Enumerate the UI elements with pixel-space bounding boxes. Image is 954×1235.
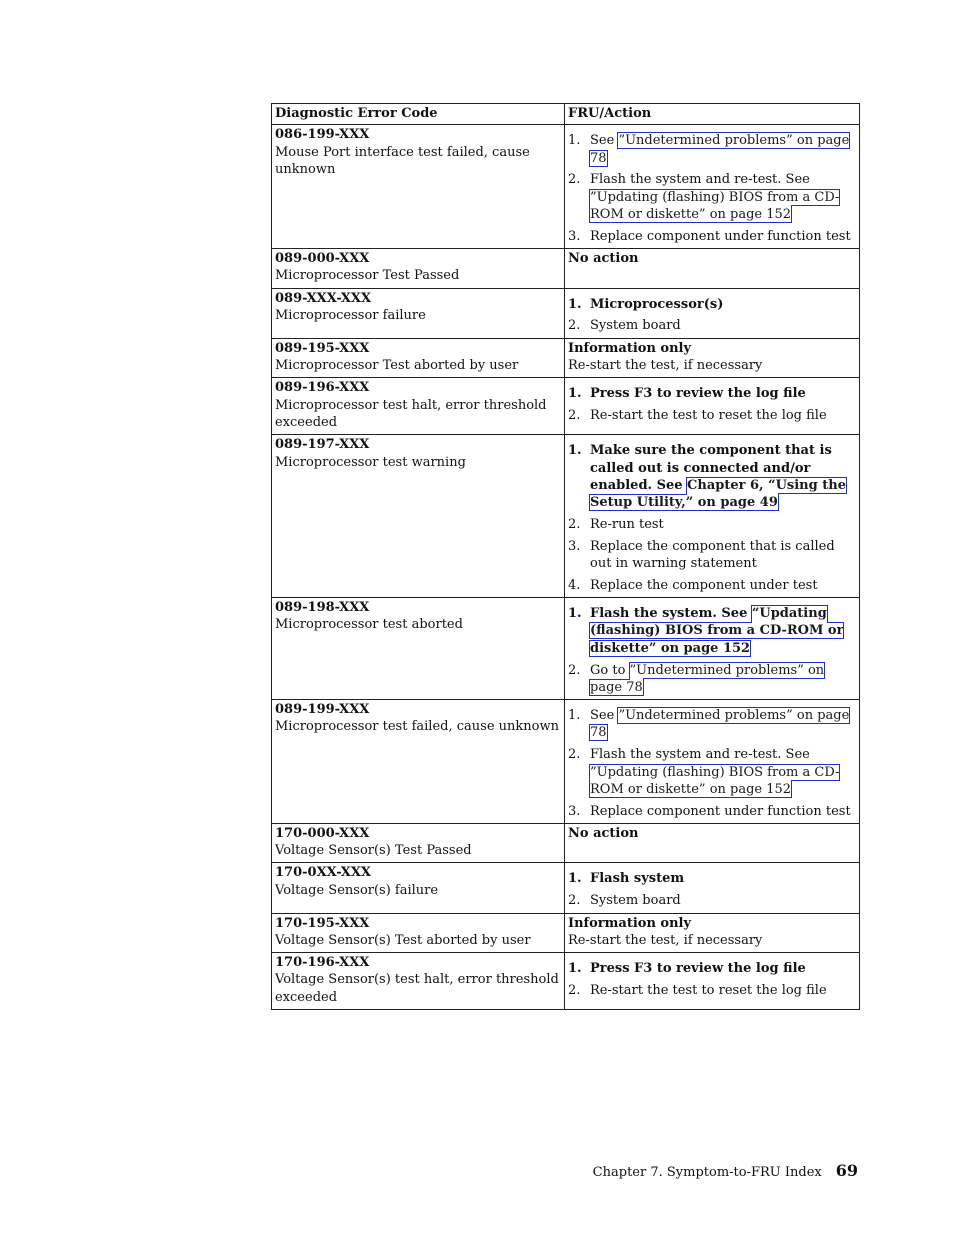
error-description: Microprocessor Test aborted by user <box>275 358 519 374</box>
action-title: No action <box>568 825 639 841</box>
footer-chapter-title: Chapter 7. Symptom-to-FRU Index <box>592 1165 822 1180</box>
error-code-cell <box>272 288 565 338</box>
step-text: Re-run test <box>590 516 664 532</box>
error-description: Microprocessor test aborted <box>275 617 463 633</box>
action-step <box>568 296 856 313</box>
action-step <box>568 171 856 223</box>
step-number: 2. <box>568 893 581 909</box>
fru-action-cell <box>565 913 860 953</box>
table-row <box>272 700 860 824</box>
fru-action-cell <box>565 338 860 378</box>
error-description: Voltage Sensor(s) Test Passed <box>275 843 472 859</box>
fru-action-cell <box>565 863 860 913</box>
action-step <box>568 982 856 999</box>
action-step <box>568 605 856 657</box>
action-steps-list <box>568 385 856 424</box>
step-text: Press F3 to review the log file <box>590 961 806 977</box>
error-code-cell <box>272 435 565 598</box>
step-text: See <box>590 708 619 724</box>
error-code: 089-195-XXX <box>275 340 370 356</box>
table-row <box>272 288 860 338</box>
action-step <box>568 746 856 798</box>
step-number: 1. <box>568 871 582 887</box>
step-number: 2. <box>568 408 581 424</box>
step-text: Replace component under function test <box>590 803 851 819</box>
step-number: 2. <box>568 747 581 763</box>
diagnostic-error-table <box>271 103 860 1010</box>
table-row <box>272 913 860 953</box>
action-step <box>568 407 856 424</box>
error-code: 089-198-XXX <box>275 600 370 616</box>
action-steps-list <box>568 442 856 594</box>
table-row <box>272 598 860 700</box>
cross-reference-link[interactable]: ”Undetermined problems” on page 78 <box>590 708 850 741</box>
error-code: 170-196-XXX <box>275 955 370 971</box>
action-step <box>568 707 856 742</box>
action-step <box>568 132 856 167</box>
table-row <box>272 125 860 249</box>
error-code-cell <box>272 953 565 1010</box>
cross-reference-link[interactable]: Chapter 6, “Using the Setup Utility,” on page 49 <box>590 477 846 511</box>
step-text: Flash the system and re-test. See <box>590 172 810 188</box>
step-number: 2. <box>568 516 581 532</box>
action-text: Re-start the test, if necessary <box>568 358 763 374</box>
error-code-cell <box>272 125 565 249</box>
step-text: Make sure the component that is called out is connected and/or enabled. See <box>590 443 832 493</box>
error-description: Microprocessor failure <box>275 307 426 323</box>
table-row <box>272 378 860 435</box>
step-number: 1. <box>568 606 582 622</box>
fru-action-cell <box>565 249 860 289</box>
action-steps-list <box>568 870 856 909</box>
table-row <box>272 249 860 289</box>
fru-action-cell <box>565 953 860 1010</box>
error-code-cell <box>272 863 565 913</box>
error-code: 089-196-XXX <box>275 380 370 396</box>
fru-action-cell <box>565 435 860 598</box>
action-step <box>568 516 856 533</box>
error-code-cell <box>272 700 565 824</box>
table-row <box>272 823 860 863</box>
error-description: Microprocessor test failed, cause unknown <box>275 719 559 735</box>
action-step <box>568 385 856 402</box>
step-text: See <box>590 133 619 149</box>
action-step <box>568 538 856 573</box>
step-number: 2. <box>568 662 581 678</box>
step-text: Go to <box>590 662 630 678</box>
step-number: 1. <box>568 443 582 459</box>
error-code-cell <box>272 823 565 863</box>
column-header-code: Diagnostic Error Code <box>272 104 565 125</box>
fru-action-cell <box>565 288 860 338</box>
cross-reference-link[interactable]: ”Undetermined problems” on page 78 <box>590 133 850 166</box>
error-code-cell <box>272 913 565 953</box>
step-number: 2. <box>568 982 581 998</box>
step-number: 2. <box>568 318 581 334</box>
error-code-cell <box>272 338 565 378</box>
step-text: Replace the component under test <box>590 577 818 593</box>
error-description: Voltage Sensor(s) test halt, error threshold exceeded <box>275 972 559 1005</box>
step-number: 1. <box>568 386 582 402</box>
action-steps-list <box>568 132 856 245</box>
error-description: Microprocessor Test Passed <box>275 268 460 284</box>
error-code: 170-000-XXX <box>275 825 370 841</box>
action-title: Information only <box>568 915 692 931</box>
action-step <box>568 892 856 909</box>
page-number: 69 <box>835 1161 858 1180</box>
column-header-action: FRU/Action <box>565 104 860 125</box>
step-text: Re-start the test to reset the log file <box>590 982 827 998</box>
step-text: Microprocessor(s) <box>590 296 724 312</box>
error-description: Microprocessor test warning <box>275 454 466 470</box>
error-description: Voltage Sensor(s) Test aborted by user <box>275 932 531 948</box>
action-step <box>568 442 856 511</box>
error-description: Voltage Sensor(s) failure <box>275 882 439 898</box>
step-number: 3. <box>568 538 581 554</box>
fru-action-cell <box>565 125 860 249</box>
error-code: 089-XXX-XXX <box>275 290 372 306</box>
step-number: 3. <box>568 803 581 819</box>
error-code: 086-199-XXX <box>275 127 370 143</box>
step-text: Flash the system. See <box>590 606 752 622</box>
action-step <box>568 870 856 887</box>
error-code: 089-000-XXX <box>275 251 370 267</box>
step-text: Press F3 to review the log file <box>590 386 806 402</box>
action-steps-list <box>568 707 856 820</box>
action-step <box>568 662 856 697</box>
action-step <box>568 577 856 594</box>
error-description: Mouse Port interface test failed, cause unknown <box>275 144 530 177</box>
action-step <box>568 803 856 820</box>
step-text: Flash the system and re-test. See <box>590 747 810 763</box>
step-number: 2. <box>568 172 581 188</box>
error-code-cell <box>272 598 565 700</box>
cross-reference-link[interactable]: ”Undetermined problems” on page 78 <box>590 662 825 695</box>
fru-action-cell <box>565 598 860 700</box>
cross-reference-link[interactable]: ”Updating (flashing) BIOS from a CD-ROM or diskette” on page 152 <box>590 764 840 797</box>
table-body <box>272 125 860 1010</box>
action-steps-list <box>568 605 856 696</box>
error-code-cell <box>272 378 565 435</box>
error-code: 170-195-XXX <box>275 915 370 931</box>
step-number: 1. <box>568 961 582 977</box>
cross-reference-link[interactable]: ”Updating (flashing) BIOS from a CD-ROM or diskette” on page 152 <box>590 189 840 222</box>
step-text: Re-start the test to reset the log file <box>590 408 827 424</box>
table-row <box>272 338 860 378</box>
action-steps-list <box>568 296 856 335</box>
step-text: System board <box>590 893 681 909</box>
table-row <box>272 435 860 598</box>
error-description: Microprocessor test halt, error threshold exceeded <box>275 397 547 430</box>
error-code: 089-197-XXX <box>275 437 370 453</box>
step-number: 1. <box>568 133 581 149</box>
step-text: Replace the component that is called out in warning statement <box>590 538 835 572</box>
error-code: 089-199-XXX <box>275 702 370 718</box>
fru-action-cell <box>565 378 860 435</box>
step-text: Flash system <box>590 871 685 887</box>
step-text: System board <box>590 318 681 334</box>
table-header-row <box>272 104 860 125</box>
table-row <box>272 863 860 913</box>
action-title: No action <box>568 251 639 267</box>
step-number: 1. <box>568 296 582 312</box>
page-footer <box>593 1161 858 1180</box>
action-text: Re-start the test, if necessary <box>568 932 763 948</box>
action-title: Information only <box>568 340 692 356</box>
step-number: 1. <box>568 708 581 724</box>
step-number: 3. <box>568 228 581 244</box>
action-step <box>568 317 856 334</box>
error-code: 170-0XX-XXX <box>275 865 371 881</box>
table-row <box>272 953 860 1010</box>
fru-action-cell <box>565 700 860 824</box>
fru-action-cell <box>565 823 860 863</box>
error-code-cell <box>272 249 565 289</box>
cross-reference-link[interactable]: “Updating (flashing) BIOS from a CD-ROM or diskette” on page 152 <box>590 606 844 656</box>
action-step <box>568 228 856 245</box>
step-text: Replace component under function test <box>590 228 851 244</box>
action-steps-list <box>568 960 856 999</box>
step-number: 4. <box>568 577 581 593</box>
action-step <box>568 960 856 977</box>
